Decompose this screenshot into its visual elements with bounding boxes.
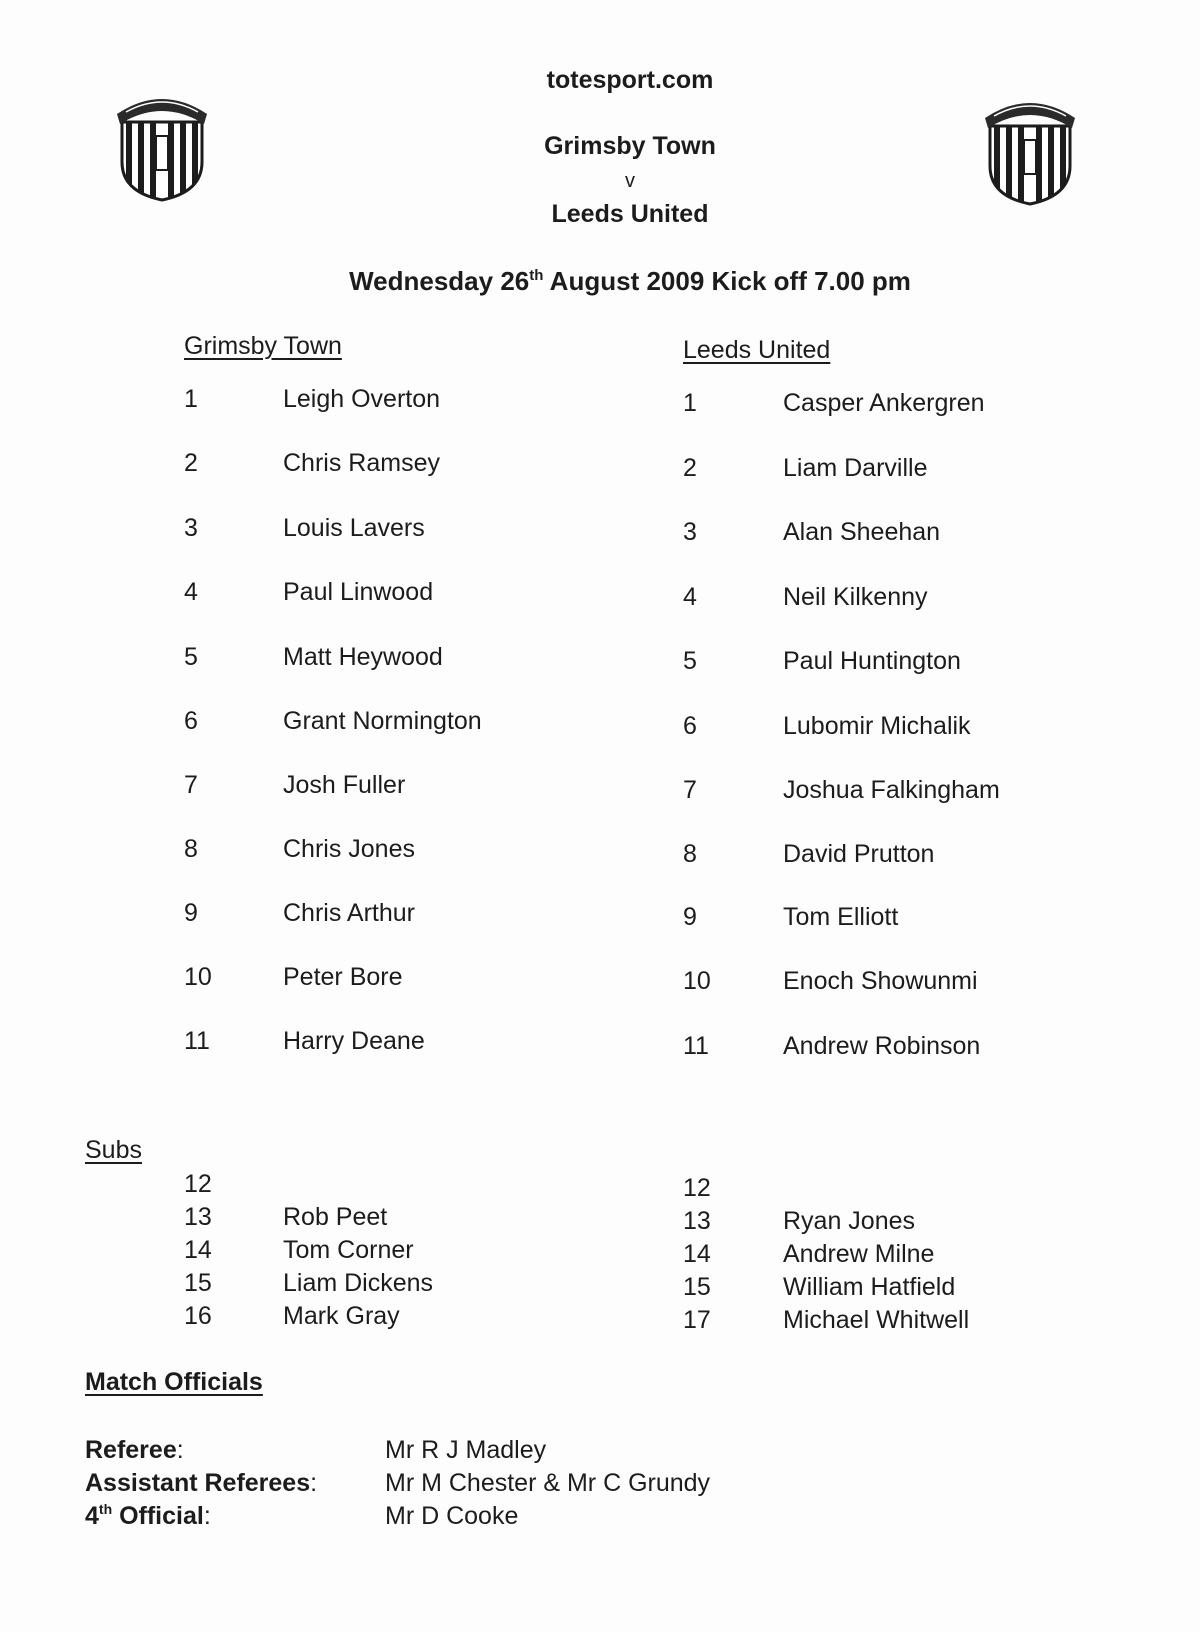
player-name: Paul Linwood <box>283 578 434 606</box>
player-name: Ryan Jones <box>783 1207 916 1235</box>
shirt-number: 5 <box>683 647 697 675</box>
home-team-heading: Grimsby Town <box>184 332 342 360</box>
player-name: Andrew Milne <box>783 1240 935 1268</box>
subs-heading: Subs <box>85 1136 142 1164</box>
player-name: Chris Arthur <box>283 899 415 927</box>
shirt-number: 1 <box>683 389 697 417</box>
referee-label-text: Referee <box>85 1436 177 1464</box>
player-name: Leigh Overton <box>283 385 441 413</box>
colon: : <box>203 1502 211 1530</box>
shirt-number: 2 <box>184 449 198 477</box>
fourth-official-label <box>85 1500 211 1532</box>
player-name: Chris Jones <box>283 835 415 863</box>
player-name: Alan Sheehan <box>783 518 941 546</box>
shirt-number: 14 <box>683 1240 711 1268</box>
shirt-number: 13 <box>184 1203 212 1231</box>
player-name: Joshua Falkingham <box>783 776 1000 804</box>
shirt-number: 10 <box>683 967 711 995</box>
referee-label <box>85 1434 184 1466</box>
match-date-line <box>0 266 1200 297</box>
shirt-number: 10 <box>184 963 212 991</box>
player-name: Tom Elliott <box>783 903 899 931</box>
shirt-number: 2 <box>683 454 697 482</box>
colon: : <box>176 1436 184 1464</box>
shirt-number: 9 <box>184 899 198 927</box>
shirt-number: 17 <box>683 1306 711 1334</box>
shirt-number: 12 <box>184 1170 212 1198</box>
player-name: Chris Ramsey <box>283 449 440 477</box>
shirt-number: 14 <box>184 1236 212 1264</box>
versus-label: v <box>625 170 635 192</box>
sponsor-title: totesport.com <box>546 66 714 94</box>
fourth-official-num: 4 <box>85 1502 99 1530</box>
shirt-number: 4 <box>683 583 697 611</box>
shirt-number: 9 <box>683 903 697 931</box>
player-name: Josh Fuller <box>283 771 406 799</box>
away-team-heading: Leeds United <box>683 336 831 364</box>
shirt-number: 12 <box>683 1174 711 1202</box>
match-date-rest: August 2009 Kick off 7.00 pm <box>543 266 911 296</box>
player-name: Harry Deane <box>283 1027 425 1055</box>
fourth-official-label-text: Official <box>112 1502 204 1530</box>
player-name: Casper Ankergren <box>783 389 985 417</box>
player-name: Paul Huntington <box>783 647 961 675</box>
player-name: Michael Whitwell <box>783 1306 970 1334</box>
shirt-number: 8 <box>184 835 198 863</box>
colon: : <box>310 1469 318 1497</box>
fourth-official-suffix: th <box>98 1501 113 1517</box>
away-team-title: Leeds United <box>551 200 709 228</box>
shirt-number: 7 <box>184 771 198 799</box>
player-name: Rob Peet <box>283 1203 388 1231</box>
player-name: William Hatfield <box>783 1273 956 1301</box>
shirt-number: 11 <box>683 1032 709 1060</box>
shirt-number: 16 <box>184 1302 212 1330</box>
player-name: Andrew Robinson <box>783 1032 981 1060</box>
player-name: Matt Heywood <box>283 643 443 671</box>
player-name: Liam Darville <box>783 454 928 482</box>
player-name: Grant Normington <box>283 707 482 735</box>
player-name: Lubomir Michalik <box>783 712 971 740</box>
player-name: Liam Dickens <box>283 1269 434 1297</box>
shirt-number: 13 <box>683 1207 711 1235</box>
fourth-official-name: Mr D Cooke <box>385 1502 519 1530</box>
shirt-number: 8 <box>683 840 697 868</box>
player-name: Mark Gray <box>283 1302 400 1330</box>
shirt-number: 3 <box>184 514 198 542</box>
shirt-number: 11 <box>184 1027 210 1055</box>
assistant-referees-label-text: Assistant Referees <box>85 1469 311 1497</box>
player-name: David Prutton <box>783 840 935 868</box>
player-name: Louis Lavers <box>283 514 425 542</box>
player-name: Neil Kilkenny <box>783 583 928 611</box>
shirt-number: 4 <box>184 578 198 606</box>
shirt-number: 3 <box>683 518 697 546</box>
referee-name: Mr R J Madley <box>385 1436 547 1464</box>
player-name: Enoch Showunmi <box>783 967 978 995</box>
shirt-number: 6 <box>184 707 198 735</box>
assistant-referees-names: Mr M Chester & Mr C Grundy <box>385 1469 711 1497</box>
match-officials-heading: Match Officials <box>85 1368 263 1396</box>
shirt-number: 5 <box>184 643 198 671</box>
assistant-referees-label <box>85 1467 317 1499</box>
shirt-number: 7 <box>683 776 697 804</box>
shirt-number: 15 <box>683 1273 711 1301</box>
match-date-day: Wednesday 26 <box>349 266 530 296</box>
player-name: Tom Corner <box>283 1236 414 1264</box>
home-team-title: Grimsby Town <box>544 132 716 160</box>
match-date-suffix: th <box>529 267 544 284</box>
player-name: Peter Bore <box>283 963 403 991</box>
shirt-number: 6 <box>683 712 697 740</box>
shirt-number: 1 <box>184 385 198 413</box>
shirt-number: 15 <box>184 1269 212 1297</box>
